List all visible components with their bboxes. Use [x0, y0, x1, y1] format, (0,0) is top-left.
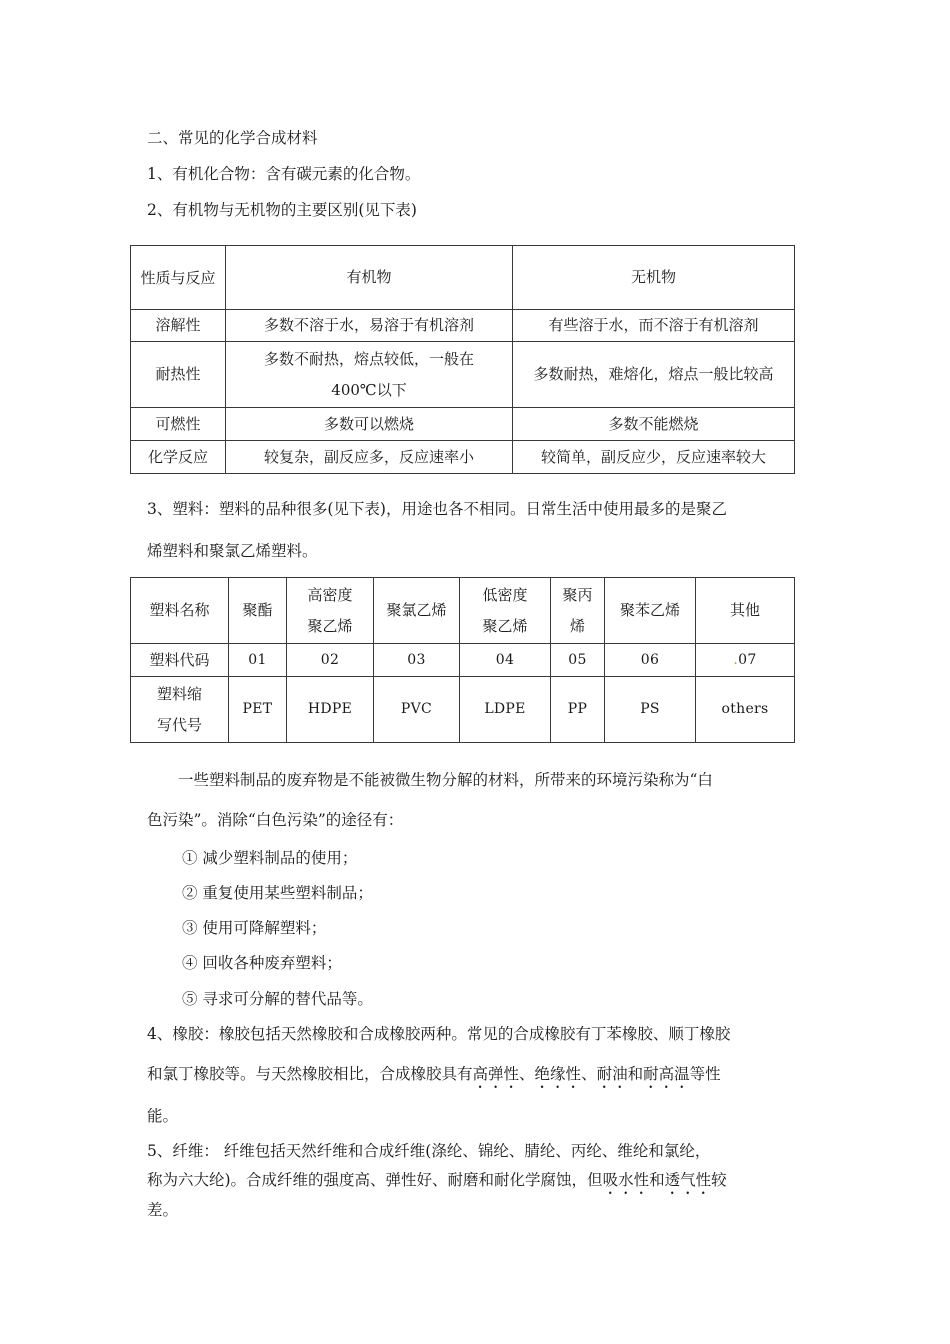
- row-header: 塑料代码: [131, 644, 229, 677]
- table-cell: 05: [551, 644, 605, 677]
- table-cell: 02: [287, 644, 374, 677]
- text-span: 等性: [689, 1065, 721, 1083]
- measure-item: ⑤ 寻求可分解的替代品等。: [182, 990, 373, 1008]
- measure-item: ④ 回收各种废弃塑料；: [182, 954, 342, 972]
- table-row: [131, 408, 795, 441]
- code-value: 07: [738, 651, 757, 668]
- text-span: 、: [519, 1065, 535, 1083]
- table-row: [131, 441, 795, 474]
- header-cell: 有机物: [226, 246, 513, 310]
- item-5-fiber-line1: 5、纤维： 纤维包括天然纤维和合成纤维(涤纶、锦纶、腈纶、丙纶、维纶和氯纶，: [147, 1142, 711, 1160]
- table-cell: 可燃性: [131, 408, 226, 441]
- table-cell: [696, 644, 795, 677]
- text-span: 、: [581, 1065, 597, 1083]
- item-1-organic-compound: 1、有机化合物：含有碳元素的化合物。: [147, 165, 421, 183]
- table-cell: PS: [605, 677, 696, 743]
- table-cell: 多数耐热，难熔化，熔点一般比较高: [513, 342, 795, 408]
- text-span: 和氯丁橡胶等。与天然橡胶相比，合成橡胶具有: [147, 1065, 473, 1083]
- section-title: 二、常见的化学合成材料: [147, 129, 318, 147]
- table-cell: 高密度聚乙烯: [287, 578, 374, 644]
- table-cell: 多数可以燃烧: [226, 408, 513, 441]
- table-row: [131, 310, 795, 342]
- table-cell: PVC: [374, 677, 460, 743]
- table-cell: 低密度聚乙烯: [460, 578, 551, 644]
- table-cell: PP: [551, 677, 605, 743]
- item-5-fiber-line2: [147, 1170, 727, 1198]
- plastics-table: [130, 577, 795, 743]
- emphasis-breathability: 透气性: [664, 1171, 712, 1189]
- text-span: 和: [649, 1171, 665, 1189]
- table-cell: 化学反应: [131, 441, 226, 474]
- table-cell: 多数不能燃烧: [513, 408, 795, 441]
- emphasis-oil-resistance: 耐油: [596, 1065, 628, 1083]
- measure-item: ③ 使用可降解塑料；: [182, 919, 327, 937]
- item-2-difference: 2、有机物与无机物的主要区别(见下表): [147, 201, 417, 219]
- table-cell: 耐热性: [131, 342, 226, 408]
- item-4-rubber-line2: [147, 1064, 721, 1092]
- table-cell: 溶解性: [131, 310, 226, 342]
- table-cell: 有些溶于水，而不溶于有机溶剂: [513, 310, 795, 342]
- table-cell: 聚酯: [229, 578, 287, 644]
- emphasis-high-elasticity: 高弹性: [472, 1065, 520, 1083]
- table-cell: 较复杂，副反应多，反应速率小: [226, 441, 513, 474]
- table-cell: HDPE: [287, 677, 374, 743]
- table-cell: 其他: [696, 578, 795, 644]
- header-cell: 性质与反应: [131, 246, 226, 310]
- header-cell: 无机物: [513, 246, 795, 310]
- table-row: [131, 342, 795, 408]
- item-3-plastics-line1: 3、塑料：塑料的品种很多(见下表)，用途也各不相同。日常生活中使用最多的是聚乙: [147, 500, 727, 518]
- white-pollution-line2: 色污染”。消除“白色污染”的途径有：: [147, 811, 404, 829]
- table-row: [131, 644, 795, 677]
- text-span: 较: [711, 1171, 727, 1189]
- measure-item: ① 减少塑料制品的使用；: [182, 849, 358, 867]
- table-cell: PET: [229, 677, 287, 743]
- table-cell: 聚氯乙烯: [374, 578, 460, 644]
- table-cell: 聚丙烯: [551, 578, 605, 644]
- table-cell: 03: [374, 644, 460, 677]
- table-cell: 较简单，副反应少，反应速率较大: [513, 441, 795, 474]
- table-cell: 01: [229, 644, 287, 677]
- row-header: 塑料缩写代号: [131, 677, 229, 743]
- table-row: [131, 677, 795, 743]
- organic-inorganic-table: [130, 245, 795, 474]
- table-cell: others: [696, 677, 795, 743]
- table-cell: 多数不耐热，熔点较低，一般在400℃以下: [226, 342, 513, 408]
- table-cell: LDPE: [460, 677, 551, 743]
- table-cell: 04: [460, 644, 551, 677]
- measure-item: ② 重复使用某些塑料制品；: [182, 884, 373, 902]
- item-4-rubber-line1: 4、橡胶：橡胶包括天然橡胶和合成橡胶两种。常见的合成橡胶有丁苯橡胶、顺丁橡胶: [147, 1025, 731, 1043]
- table-cell: 多数不溶于水，易溶于有机溶剂: [226, 310, 513, 342]
- white-pollution-line1: 一些塑料制品的废弃物是不能被微生物分解的材料，所带来的环境污染称为“白: [178, 771, 713, 789]
- text-span: 和: [627, 1065, 644, 1083]
- item-5-fiber-line3: 差。: [147, 1201, 179, 1219]
- text-span: 称为六大纶)。合成纤维的强度高、弹性好、耐磨和耐化学腐蚀，但: [147, 1171, 603, 1189]
- emphasis-insulation: 绝缘性: [534, 1065, 582, 1083]
- item-3-plastics-line2: 烯塑料和聚氯乙烯塑料。: [147, 542, 318, 560]
- emphasis-heat-resistance: 耐高温: [643, 1065, 690, 1083]
- emphasis-water-absorption: 吸水性: [602, 1171, 650, 1189]
- table-row: [131, 578, 795, 644]
- table-cell: 聚苯乙烯: [605, 578, 696, 644]
- table-cell: 06: [605, 644, 696, 677]
- table-header-row: [131, 246, 795, 310]
- code-mark: .: [733, 651, 739, 668]
- item-4-rubber-line3: 能。: [147, 1107, 179, 1125]
- row-header: 塑料名称: [131, 578, 229, 644]
